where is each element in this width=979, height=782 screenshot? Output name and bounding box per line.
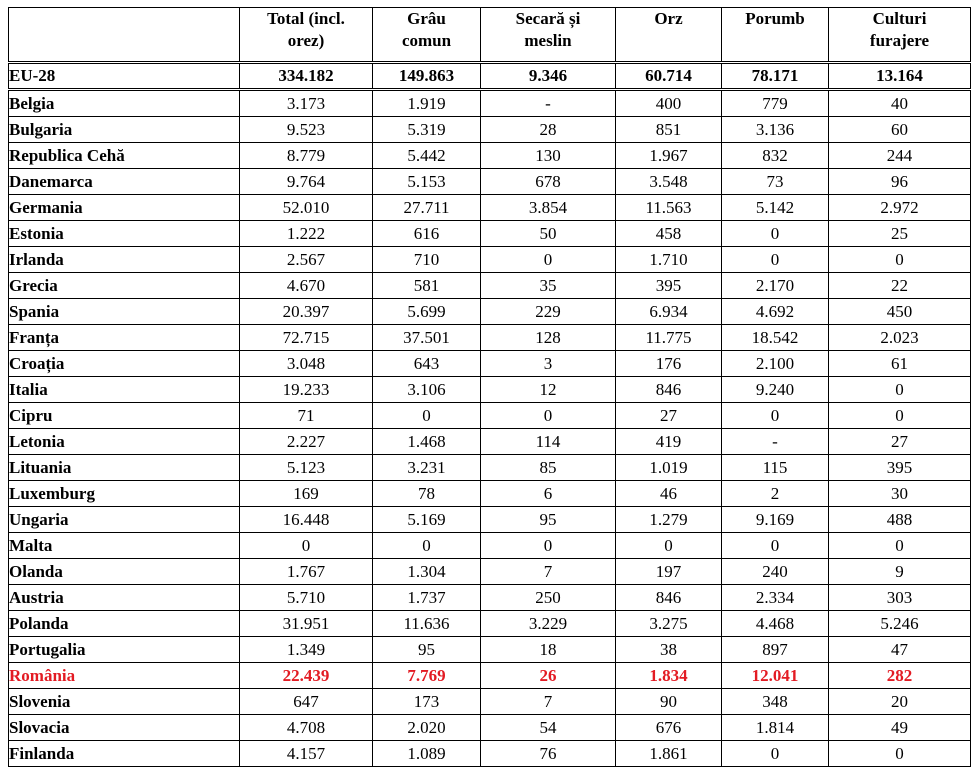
table-cell: 1.019	[616, 455, 722, 481]
table-cell: 27	[616, 403, 722, 429]
total-row	[9, 63, 971, 90]
table-cell: 3.173	[240, 90, 373, 117]
table-cell: 72.715	[240, 325, 373, 351]
table-cell: 1.919	[373, 90, 481, 117]
table-row	[9, 481, 971, 507]
table-cell: 0	[829, 403, 971, 429]
total-row-cell: 78.171	[722, 63, 829, 90]
table-cell: 710	[373, 247, 481, 273]
country-name: Polanda	[9, 611, 240, 637]
table-cell: 40	[829, 90, 971, 117]
table-row	[9, 611, 971, 637]
country-name: Bulgaria	[9, 117, 240, 143]
table-cell: 0	[240, 533, 373, 559]
table-cell: 46	[616, 481, 722, 507]
table-cell: 28	[481, 117, 616, 143]
table-cell: 3.854	[481, 195, 616, 221]
country-name: Danemarca	[9, 169, 240, 195]
table-row	[9, 585, 971, 611]
table-cell: 52.010	[240, 195, 373, 221]
table-cell: 18.542	[722, 325, 829, 351]
table-cell: 7	[481, 559, 616, 585]
table-row	[9, 741, 971, 767]
table-cell: 115	[722, 455, 829, 481]
table-cell: 5.123	[240, 455, 373, 481]
table-cell: 130	[481, 143, 616, 169]
table-cell: 1.737	[373, 585, 481, 611]
table-cell: 30	[829, 481, 971, 507]
table-cell: 676	[616, 715, 722, 741]
table-cell: 6	[481, 481, 616, 507]
country-name: Franța	[9, 325, 240, 351]
total-row-cell: 60.714	[616, 63, 722, 90]
table-cell: 4.468	[722, 611, 829, 637]
country-name: Croația	[9, 351, 240, 377]
table-row	[9, 455, 971, 481]
table-cell: 7	[481, 689, 616, 715]
table-cell: 12	[481, 377, 616, 403]
country-name: Belgia	[9, 90, 240, 117]
table-cell: 78	[373, 481, 481, 507]
table-cell: 1.767	[240, 559, 373, 585]
table-cell: 1.967	[616, 143, 722, 169]
table-cell: 2.020	[373, 715, 481, 741]
table-cell: 1.468	[373, 429, 481, 455]
table-cell: 31.951	[240, 611, 373, 637]
table-cell: 12.041	[722, 663, 829, 689]
table-cell: 2	[722, 481, 829, 507]
table-cell: 647	[240, 689, 373, 715]
total-row-label: EU-28	[9, 63, 240, 90]
table-cell: 348	[722, 689, 829, 715]
table-cell: 5.153	[373, 169, 481, 195]
production-table	[8, 7, 971, 767]
table-cell: 95	[481, 507, 616, 533]
table-cell: 2.100	[722, 351, 829, 377]
total-row-cell: 149.863	[373, 63, 481, 90]
table-cell: 4.708	[240, 715, 373, 741]
table-cell: 1.834	[616, 663, 722, 689]
table-cell: 96	[829, 169, 971, 195]
table-cell: 395	[829, 455, 971, 481]
table-row	[9, 195, 971, 221]
table-cell: 5.699	[373, 299, 481, 325]
table-cell: 9.764	[240, 169, 373, 195]
table-row	[9, 377, 971, 403]
table-cell: 832	[722, 143, 829, 169]
table-row	[9, 299, 971, 325]
header-country	[9, 8, 240, 63]
table-row	[9, 429, 971, 455]
table-cell: 0	[616, 533, 722, 559]
header-row	[9, 8, 971, 63]
table-cell: 37.501	[373, 325, 481, 351]
table-cell: 846	[616, 377, 722, 403]
table-cell: 1.279	[616, 507, 722, 533]
table-row	[9, 351, 971, 377]
table-cell: 779	[722, 90, 829, 117]
table-cell: 0	[722, 221, 829, 247]
table-cell: 0	[829, 247, 971, 273]
table-row	[9, 143, 971, 169]
country-name: Portugalia	[9, 637, 240, 663]
country-name: Luxemburg	[9, 481, 240, 507]
table-cell: 76	[481, 741, 616, 767]
table-cell: 128	[481, 325, 616, 351]
header-total: Total (incl. orez)	[240, 8, 373, 63]
table-cell: 0	[722, 741, 829, 767]
table-cell: 2.170	[722, 273, 829, 299]
table-cell: 27.711	[373, 195, 481, 221]
table-cell: 0	[373, 533, 481, 559]
table-cell: 9	[829, 559, 971, 585]
table-cell: 400	[616, 90, 722, 117]
table-cell: 450	[829, 299, 971, 325]
table-row	[9, 117, 971, 143]
table-cell: 846	[616, 585, 722, 611]
table-cell: 1.089	[373, 741, 481, 767]
table-cell: 0	[829, 377, 971, 403]
table-row	[9, 559, 971, 585]
table-cell: 9.523	[240, 117, 373, 143]
table-cell: 176	[616, 351, 722, 377]
table-cell: 9.240	[722, 377, 829, 403]
table-cell: -	[722, 429, 829, 455]
table-cell: 11.636	[373, 611, 481, 637]
table-cell: 35	[481, 273, 616, 299]
header-wheat: Grâu comun	[373, 8, 481, 63]
table-cell: 3.229	[481, 611, 616, 637]
country-name: Slovenia	[9, 689, 240, 715]
table-cell: 71	[240, 403, 373, 429]
table-cell: 38	[616, 637, 722, 663]
table-cell: 1.349	[240, 637, 373, 663]
table-cell: 197	[616, 559, 722, 585]
table-row	[9, 637, 971, 663]
table-cell: 643	[373, 351, 481, 377]
table-cell: 2.227	[240, 429, 373, 455]
country-name: Austria	[9, 585, 240, 611]
table-cell: 250	[481, 585, 616, 611]
table-row	[9, 689, 971, 715]
table-cell: 2.972	[829, 195, 971, 221]
table-cell: 16.448	[240, 507, 373, 533]
table-cell: 458	[616, 221, 722, 247]
table-cell: 20.397	[240, 299, 373, 325]
table-cell: 5.246	[829, 611, 971, 637]
country-name: Lituania	[9, 455, 240, 481]
table-row	[9, 403, 971, 429]
table-cell: 1.222	[240, 221, 373, 247]
table-cell: 11.775	[616, 325, 722, 351]
country-name: Cipru	[9, 403, 240, 429]
table-cell: 19.233	[240, 377, 373, 403]
table-cell: 95	[373, 637, 481, 663]
table-cell: 0	[722, 533, 829, 559]
table-cell: 173	[373, 689, 481, 715]
table-cell: 5.319	[373, 117, 481, 143]
table-cell: 395	[616, 273, 722, 299]
table-cell: 1.814	[722, 715, 829, 741]
table-cell: 54	[481, 715, 616, 741]
table-cell: 3.275	[616, 611, 722, 637]
header-fodder: Culturi furajere	[829, 8, 971, 63]
table-row	[9, 90, 971, 117]
country-name: Slovacia	[9, 715, 240, 741]
header-barley: Orz	[616, 8, 722, 63]
table-cell: 4.692	[722, 299, 829, 325]
table-cell: 1.710	[616, 247, 722, 273]
table-cell: 4.670	[240, 273, 373, 299]
table-cell: 169	[240, 481, 373, 507]
table-cell: 0	[481, 533, 616, 559]
table-cell: 3.548	[616, 169, 722, 195]
table-cell: 6.934	[616, 299, 722, 325]
table-cell: 49	[829, 715, 971, 741]
table-cell: 27	[829, 429, 971, 455]
table-cell: 0	[829, 741, 971, 767]
table-cell: 303	[829, 585, 971, 611]
table-row	[9, 247, 971, 273]
country-name: România	[9, 663, 240, 689]
table-cell: 3.136	[722, 117, 829, 143]
table-cell: 85	[481, 455, 616, 481]
table-cell: 678	[481, 169, 616, 195]
table-row	[9, 663, 971, 689]
table-cell: 20	[829, 689, 971, 715]
country-name: Germania	[9, 195, 240, 221]
table-cell: 5.710	[240, 585, 373, 611]
table-cell: 897	[722, 637, 829, 663]
table-cell: 240	[722, 559, 829, 585]
table-cell: 851	[616, 117, 722, 143]
table-cell: 60	[829, 117, 971, 143]
table-cell: 4.157	[240, 741, 373, 767]
table-row	[9, 221, 971, 247]
table-cell: 8.779	[240, 143, 373, 169]
table-cell: 26	[481, 663, 616, 689]
table-cell: 1.304	[373, 559, 481, 585]
total-row-cell: 9.346	[481, 63, 616, 90]
table-cell: -	[481, 90, 616, 117]
table-cell: 90	[616, 689, 722, 715]
country-name: Spania	[9, 299, 240, 325]
table-cell: 419	[616, 429, 722, 455]
country-name: Finlanda	[9, 741, 240, 767]
table-row	[9, 507, 971, 533]
table-cell: 7.769	[373, 663, 481, 689]
table-cell: 11.563	[616, 195, 722, 221]
table-cell: 3	[481, 351, 616, 377]
table-cell: 244	[829, 143, 971, 169]
country-name: Olanda	[9, 559, 240, 585]
table-cell: 282	[829, 663, 971, 689]
table-cell: 2.567	[240, 247, 373, 273]
total-row-cell: 13.164	[829, 63, 971, 90]
table-row	[9, 715, 971, 741]
table-cell: 114	[481, 429, 616, 455]
country-name: Republica Cehă	[9, 143, 240, 169]
table-cell: 25	[829, 221, 971, 247]
table-cell: 2.023	[829, 325, 971, 351]
table-cell: 9.169	[722, 507, 829, 533]
table-row	[9, 533, 971, 559]
table-cell: 581	[373, 273, 481, 299]
country-name: Italia	[9, 377, 240, 403]
table-row	[9, 325, 971, 351]
country-name: Malta	[9, 533, 240, 559]
table-row	[9, 169, 971, 195]
table-cell: 3.048	[240, 351, 373, 377]
table-cell: 1.861	[616, 741, 722, 767]
table-cell: 61	[829, 351, 971, 377]
table-cell: 488	[829, 507, 971, 533]
table-cell: 73	[722, 169, 829, 195]
table-cell: 3.231	[373, 455, 481, 481]
country-name: Grecia	[9, 273, 240, 299]
table-cell: 5.169	[373, 507, 481, 533]
table-cell: 2.334	[722, 585, 829, 611]
table-cell: 0	[722, 247, 829, 273]
table-cell: 229	[481, 299, 616, 325]
country-name: Ungaria	[9, 507, 240, 533]
table-cell: 18	[481, 637, 616, 663]
table-cell: 616	[373, 221, 481, 247]
table-cell: 22.439	[240, 663, 373, 689]
country-name: Estonia	[9, 221, 240, 247]
total-row-cell: 334.182	[240, 63, 373, 90]
country-name: Letonia	[9, 429, 240, 455]
table-cell: 5.142	[722, 195, 829, 221]
header-rye: Secară și meslin	[481, 8, 616, 63]
table-cell: 0	[481, 247, 616, 273]
table-cell: 47	[829, 637, 971, 663]
table-cell: 5.442	[373, 143, 481, 169]
table-cell: 50	[481, 221, 616, 247]
country-name: Irlanda	[9, 247, 240, 273]
table-row	[9, 273, 971, 299]
table-cell: 3.106	[373, 377, 481, 403]
table-cell: 0	[829, 533, 971, 559]
table-cell: 0	[373, 403, 481, 429]
header-maize: Porumb	[722, 8, 829, 63]
table-cell: 0	[481, 403, 616, 429]
table-cell: 22	[829, 273, 971, 299]
table-cell: 0	[722, 403, 829, 429]
